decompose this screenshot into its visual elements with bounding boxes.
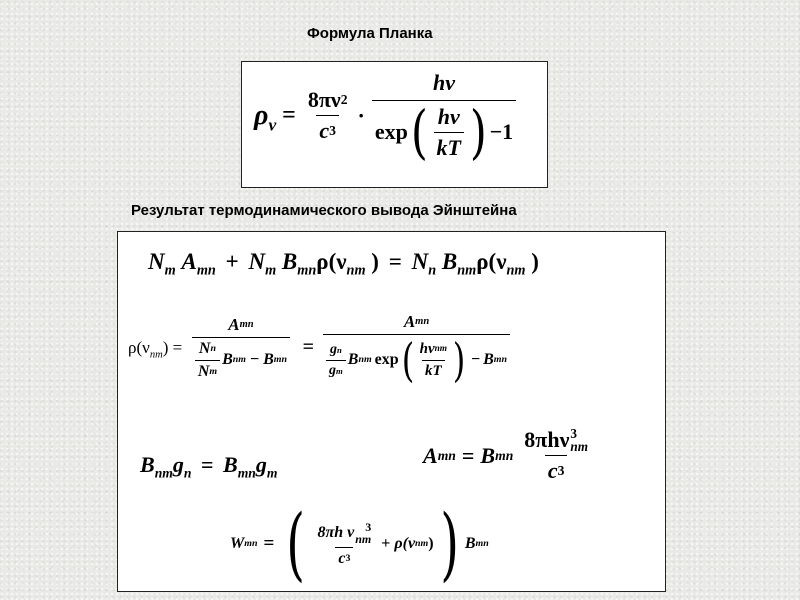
transition-probability-equation: W mn = ( 8πh ν 3 nm c 3 + ρ(ν nm ) ) B mn [230,497,489,590]
planck-formula-box [241,61,548,188]
fraction-amn-over-exp: A mn g n g m B nm exp ( hν nm kT ) − B mn [323,312,510,383]
equals-sign: = [282,102,296,128]
planck-formula [254,70,519,166]
degeneracy-relation: $B_{nm}g_n = B_{mn}g_m$ [140,452,278,481]
dot-operator: · [357,102,365,128]
fraction-8pi-nu2-over-c3: 8πν 2 c 3 [307,87,348,143]
rho-symbol: $\rho_\nu$ [254,99,277,135]
fraction-hnu-over-exp: hν exp ( $\frac{h\nu}{kT}$ ) −1 [372,70,516,161]
fraction-8pih-nu3-over-c3: 8πhν 3 nm c 3 [524,426,589,484]
einstein-heading: Результат термодинамического вывода Эйнштейна [131,202,517,219]
fraction-hnu-over-kt: $\frac{h\nu}{kT}$ [434,104,464,161]
einstein-formula-box [117,231,666,592]
balance-equation: $N_m$ $A_{mn} + N_m$ $B_{mn}\rho(\nu_{nm}$ ) = $N_n$ $B_{nm}\rho(\nu_{nm}$ ) [148,249,539,279]
spectral-density-equation: $\rho(\nu_{nm})$ = A mn N n N m B nm − B mn = A mn g n g m B nm exp ( hν nm kT ) − B mn [128,312,513,383]
fraction-8pih-nu-nm3-over-c3: 8πh ν 3 nm c 3 [317,519,372,567]
fraction-amn-over-nn: A mn N n N m B nm − B mn [188,315,293,381]
right-paren: ) [469,98,487,166]
einstein-a-coefficient: A mn = B mn 8πhν 3 nm c 3 [423,427,594,484]
left-paren: ( [410,98,428,166]
planck-heading: Формула Планка [307,25,433,42]
